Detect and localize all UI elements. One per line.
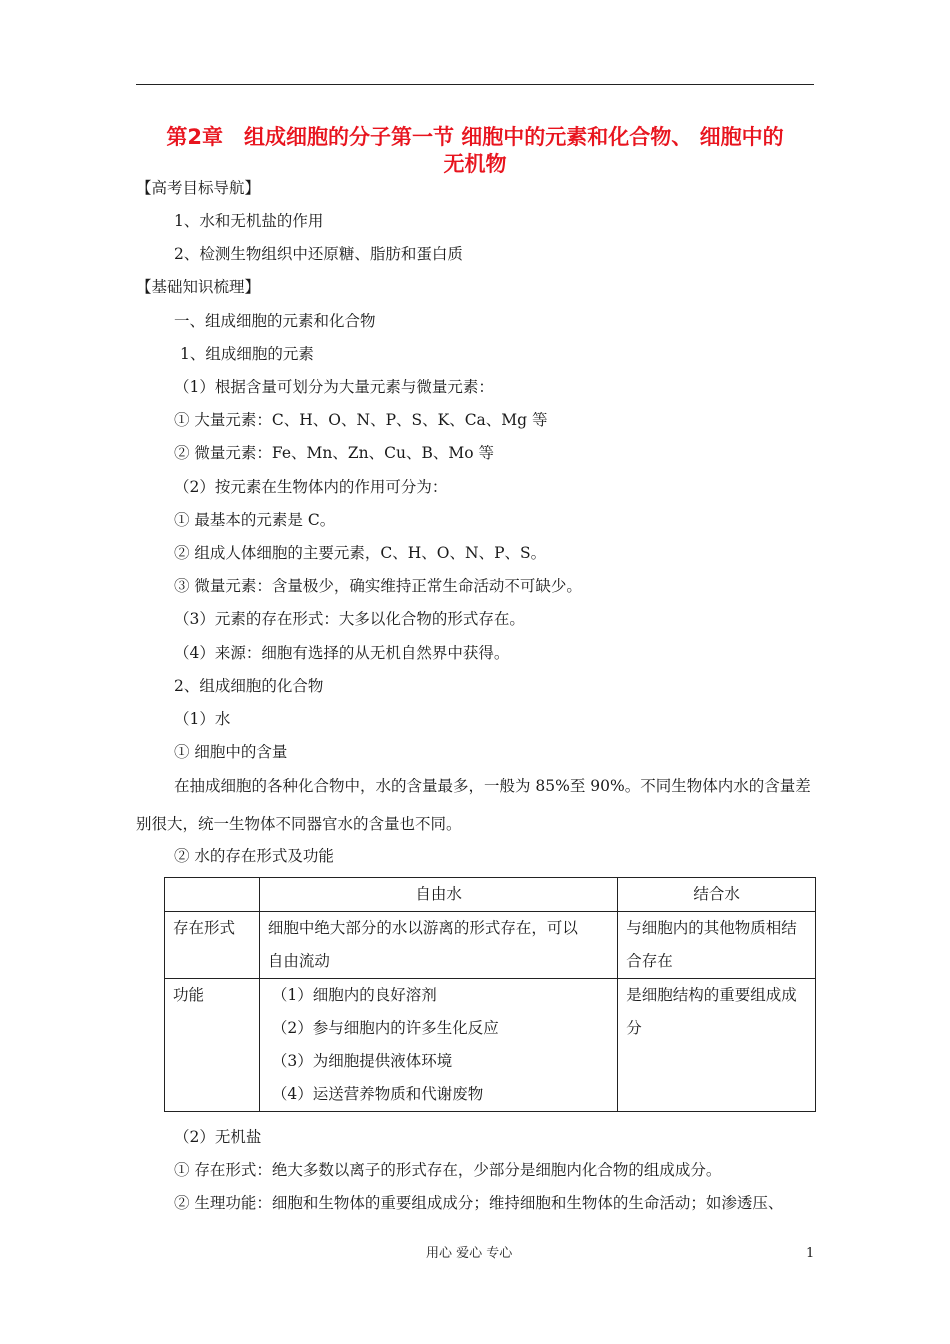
text-line: ③ 微量元素：含量极少，确实维持正常生命活动不可缺少。 [174, 577, 582, 595]
cell-line: 自由流动 [267, 952, 330, 970]
footer-text: 用心 爱心 专心 [426, 1246, 513, 1261]
text-line: ① 大量元素：C、H、O、N、P、S、K、Ca、Mg 等 [174, 411, 548, 429]
header-rule [136, 84, 814, 85]
section-heading-goals: 【高考目标导航】 [136, 179, 261, 197]
cell-line: 是细胞结构的重要组成成分 [626, 986, 797, 1037]
cell-line: （4）运送营养物质和代谢废物 [271, 1085, 484, 1103]
table-cell-bound-water [618, 979, 816, 1112]
page-number: 1 [806, 1246, 815, 1261]
table-cell-free-water [259, 979, 617, 1112]
text-line: ② 生理功能：细胞和生物体的重要组成成分；维持细胞和生物体的生命活动；如渗透压、 [174, 1194, 784, 1212]
text-line: （4）来源：细胞有选择的从无机自然界中获得。 [174, 644, 510, 662]
text-line: 2、组成细胞的化合物 [174, 677, 324, 695]
goal-item: 2、检测生物组织中还原糖、脂肪和蛋白质 [174, 245, 463, 263]
text-line: ② 水的存在形式及功能 [174, 847, 334, 865]
table-row-label: 存在形式 [165, 912, 260, 979]
title-line-1: 第2章 组成细胞的分子第一节 细胞中的元素和化合物、 细胞中的 [166, 125, 784, 149]
table-header-bound-water: 结合水 [618, 878, 816, 912]
text-line: （1）根据含量可划分为大量元素与微量元素： [174, 378, 494, 396]
text-line: （3）元素的存在形式：大多以化合物的形式存在。 [174, 610, 525, 628]
table-header-row [165, 878, 816, 912]
text-line: （2）无机盐 [174, 1128, 262, 1146]
table-row [165, 979, 816, 1112]
text-line: （2）按元素在生物体内的作用可分为： [174, 478, 448, 496]
water-forms-table [164, 877, 816, 1112]
section-heading-basics: 【基础知识梳理】 [136, 278, 261, 296]
text-line: ② 微量元素：Fe、Mn、Zn、Cu、B、Mo 等 [174, 444, 494, 462]
cell-line: （2）参与细胞内的许多生化反应 [271, 1019, 499, 1037]
cell-line: 细胞中绝大部分的水以游离的形式存在，可以 [267, 919, 578, 937]
text-line: ① 细胞中的含量 [174, 743, 288, 761]
cell-line: （3）为细胞提供液体环境 [271, 1052, 453, 1070]
cell-line: （1）细胞内的良好溶剂 [271, 986, 437, 1004]
table-header-empty [165, 878, 260, 912]
text-line: （1）水 [174, 710, 231, 728]
title-line-2: 无机物 [443, 152, 507, 176]
table-row [165, 912, 816, 979]
table-cell-bound-water [618, 912, 816, 979]
subsection-heading: 一、组成细胞的元素和化合物 [174, 312, 376, 330]
paragraph-line: 在抽成细胞的各种化合物中，水的含量最多，一般为 85%至 90%。不同生物体内水的含量差 [174, 777, 811, 795]
text-line: ① 最基本的元素是 C。 [174, 511, 336, 529]
cell-line: 与细胞内的其他物质相结合存在 [626, 919, 797, 970]
table-header-free-water: 自由水 [259, 878, 617, 912]
text-line: ② 组成人体细胞的主要元素，C、H、O、N、P、S。 [174, 544, 547, 562]
text-line: 1、组成细胞的元素 [180, 345, 314, 363]
paragraph-line: 别很大，统一生物体不同器官水的含量也不同。 [136, 815, 462, 833]
text-line: ① 存在形式：绝大多数以离子的形式存在，少部分是细胞内化合物的组成成分。 [174, 1161, 722, 1179]
goal-item: 1、水和无机盐的作用 [174, 212, 324, 230]
table-row-label: 功能 [165, 979, 260, 1112]
table-cell-free-water [259, 912, 617, 979]
page-title [136, 124, 814, 178]
